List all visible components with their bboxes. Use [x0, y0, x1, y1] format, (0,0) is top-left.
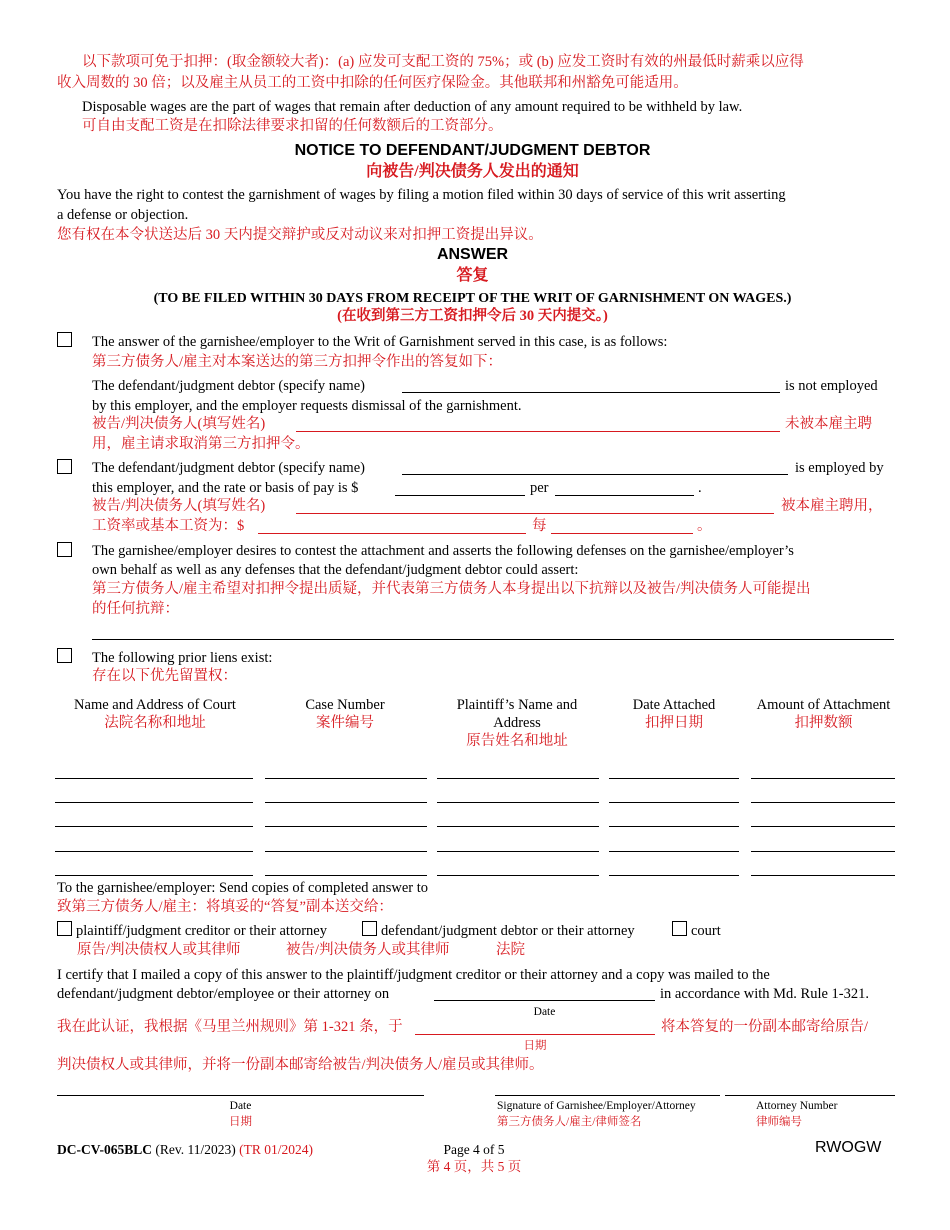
pay-period-field-zh[interactable]: [551, 533, 693, 534]
send-court-en: court: [691, 923, 721, 939]
page-number-en: Page 4 of 5: [443, 1142, 505, 1157]
pay-period-field[interactable]: [555, 495, 694, 496]
lien-cell[interactable]: [437, 802, 599, 803]
exemption-zh-line2: 收入周数的 30 倍；以及雇主从员工的工资中扣除的任何医疗保险金。其他联邦和州豁免可能适用。: [57, 75, 688, 91]
option3-zh-line2: 的任何抗辩：: [92, 601, 179, 617]
certify-en-line1: I certify that I mailed a copy of this answer to the plaintiff/judgment creditor or their attorney and a copy was mailed to the: [57, 967, 770, 983]
certify-en-line2b: in accordance with Md. Rule 1-321.: [660, 986, 869, 1002]
col-plaintiff-zh: 原告姓名和地址: [466, 733, 568, 749]
attorney-number-label-zh: 律师编号: [756, 1116, 802, 1128]
option3-zh-line1: 第三方债务人/雇主希望对扣押令提出质疑，并代表第三方债务人本身提出以下抗辩以及被告/判决债务人可能提出: [92, 581, 811, 597]
mail-date-field-zh[interactable]: [415, 1034, 655, 1035]
answer-heading-zh: 答复: [456, 267, 489, 284]
lien-cell[interactable]: [609, 875, 739, 876]
option1-defendant-zh: 被告/判决债务人(填写姓名): [92, 416, 266, 432]
mail-date-label-en: Date: [533, 1006, 556, 1018]
col-case-en: Case Number: [305, 697, 385, 713]
option3-en-line1: The garnishee/employer desires to contest the attachment and asserts the following defenses on the garnishee/employer’s: [92, 543, 794, 559]
lien-cell[interactable]: [265, 875, 427, 876]
col-case-zh: 案件编号: [316, 715, 374, 731]
mail-date-label-zh: 日期: [523, 1040, 547, 1052]
certify-zh-line1a: 我在此认证，我根据《马里兰州规则》第 1-321 条，于: [57, 1019, 403, 1035]
prior-liens-checkbox[interactable]: [57, 648, 72, 663]
form-id: DC-CV-065BLC: [57, 1142, 152, 1157]
col-plaintiff-en-line2: Address: [493, 715, 541, 731]
answer-subheading-en: (TO BE FILED WITHIN 30 DAYS FROM RECEIPT OF THE WRIT OF GARNISHMENT ON WAGES.): [153, 291, 792, 306]
signature-date-label-en: Date: [229, 1100, 252, 1112]
option4-en: The following prior liens exist:: [92, 650, 273, 666]
option2-defendant-en: The defendant/judgment debtor (specify name): [92, 460, 365, 476]
col-amount-en: Amount of Attachment: [756, 697, 891, 713]
defendant-name-field[interactable]: [402, 392, 780, 393]
send-plaintiff-zh: 原告/判决债权人或其律师: [77, 942, 241, 958]
certify-zh-line2: 判决债权人或其律师，并将一份副本邮寄给被告/判决债务人/雇员或其律师。: [57, 1057, 544, 1073]
lien-cell[interactable]: [609, 826, 739, 827]
certify-en-line2a: defendant/judgment debtor/employee or their attorney on: [57, 986, 390, 1002]
col-court-en: Name and Address of Court: [74, 697, 236, 713]
lien-cell[interactable]: [751, 802, 895, 803]
disposable-wages-en: Disposable wages are the part of wages that remain after deduction of any amount required to be withheld by law.: [82, 99, 743, 115]
option2-period: .: [698, 480, 702, 496]
send-defendant-zh: 被告/判决债务人或其律师: [286, 942, 450, 958]
lien-cell[interactable]: [751, 851, 895, 852]
certify-zh-line1b: 将本答复的一份副本邮寄给原告/: [661, 1019, 869, 1035]
lien-cell[interactable]: [55, 802, 253, 803]
option1-dismissal-zh: 用，雇主请求取消第三方扣押令。: [92, 436, 310, 452]
defendant-checkbox[interactable]: [362, 921, 377, 936]
lien-cell[interactable]: [265, 802, 427, 803]
attorney-number-label-en: Attorney Number: [756, 1100, 838, 1112]
mail-date-field[interactable]: [434, 1000, 655, 1001]
col-date-en: Date Attached: [632, 697, 716, 713]
col-amount-zh: 扣押数额: [794, 715, 853, 731]
send-court-zh: 法院: [496, 942, 525, 958]
lien-cell[interactable]: [55, 778, 253, 779]
lien-cell[interactable]: [609, 851, 739, 852]
translation-revision: (TR 01/2024): [239, 1142, 313, 1157]
employed-defendant-name-field[interactable]: [402, 474, 788, 475]
pay-rate-field-zh[interactable]: [258, 533, 526, 534]
lien-cell[interactable]: [751, 778, 895, 779]
option1-not-employed-en: is not employed: [785, 378, 878, 394]
answer-checkbox[interactable]: [57, 332, 72, 347]
option1-not-employed-zh: 未被本雇主聘: [785, 416, 872, 432]
notice-heading-en: NOTICE TO DEFENDANT/JUDGMENT DEBTOR: [294, 142, 651, 159]
lien-cell[interactable]: [609, 778, 739, 779]
employed-checkbox[interactable]: [57, 459, 72, 474]
notice-heading-zh: 向被告/判决债务人发出的通知: [366, 163, 579, 180]
signature-line[interactable]: [495, 1095, 720, 1096]
option1-defendant-en: The defendant/judgment debtor (specify name): [92, 378, 365, 394]
send-copies-en: To the garnishee/employer: Send copies of completed answer to: [57, 880, 429, 896]
option2-rate-en: this employer, and the rate or basis of pay is $: [92, 480, 359, 496]
plaintiff-checkbox[interactable]: [57, 921, 72, 936]
notice-en-line1: You have the right to contest the garnishment of wages by filing a motion filed within 30 days of service of this writ asserting: [57, 187, 786, 203]
option2-employed-zh: 被本雇主聘用，: [781, 498, 883, 514]
notice-en-line2: a defense or objection.: [57, 207, 189, 223]
option2-period-zh: 。: [697, 518, 712, 534]
lien-cell[interactable]: [265, 826, 427, 827]
form-code: RWOGW: [815, 1139, 882, 1156]
option2-rate-zh: 工资率或基本工资为：$: [92, 518, 245, 534]
notice-zh: 您有权在本令状送达后 30 天内提交辩护或反对动议来对扣押工资提出异议。: [57, 227, 543, 243]
contest-checkbox[interactable]: [57, 542, 72, 557]
option2-defendant-zh: 被告/判决债务人(填写姓名): [92, 498, 266, 514]
lien-cell[interactable]: [437, 851, 599, 852]
option4-zh: 存在以下优先留置权：: [92, 668, 237, 684]
page-number-zh: 第 4 页，共 5 页: [426, 1159, 522, 1174]
exemption-zh-line1: 以下款项可免于扣押：(取金额较大者)：(a) 应发可支配工资的 75%；或 (b) 应发工资时有效的州最低时薪乘以应得: [82, 54, 804, 70]
send-defendant-en: defendant/judgment debtor or their attorney: [381, 923, 635, 939]
answer-heading-en: ANSWER: [436, 246, 509, 263]
option1-zh: 第三方债务人/雇主对本案送达的第三方扣押令作出的答复如下：: [92, 354, 503, 370]
lien-cell[interactable]: [265, 851, 427, 852]
lien-cell[interactable]: [55, 875, 253, 876]
option2-per-zh: 每: [532, 518, 547, 534]
signature-date-label-zh: 日期: [229, 1116, 252, 1128]
signature-label-en: Signature of Garnishee/Employer/Attorney: [497, 1100, 696, 1112]
col-plaintiff-en: Plaintiff’s Name and: [456, 697, 578, 713]
col-date-zh: 扣押日期: [645, 715, 703, 731]
lien-cell[interactable]: [265, 778, 427, 779]
defenses-field[interactable]: [92, 639, 894, 640]
lien-cell[interactable]: [55, 851, 253, 852]
lien-cell[interactable]: [437, 778, 599, 779]
lien-cell[interactable]: [609, 802, 739, 803]
lien-cell[interactable]: [437, 875, 599, 876]
attorney-number-line[interactable]: [725, 1095, 895, 1096]
option2-employed-en: is employed by: [795, 460, 884, 476]
employed-defendant-name-field-zh[interactable]: [296, 513, 774, 514]
lien-cell[interactable]: [751, 826, 895, 827]
lien-cell[interactable]: [55, 826, 253, 827]
signature-date-line[interactable]: [57, 1095, 424, 1096]
disposable-wages-zh: 可自由支配工资是在扣除法律要求扣留的任何数额后的工资部分。: [82, 118, 503, 134]
option2-per-en: per: [530, 480, 549, 496]
defendant-name-field-zh[interactable]: [296, 431, 780, 432]
lien-cell[interactable]: [751, 875, 895, 876]
option1-dismissal-en: by this employer, and the employer requests dismissal of the garnishment.: [92, 398, 522, 414]
court-checkbox[interactable]: [672, 921, 687, 936]
col-court-zh: 法院名称和地址: [104, 715, 206, 731]
pay-rate-field[interactable]: [395, 495, 525, 496]
form-revision: (Rev. 11/2023): [155, 1142, 236, 1157]
form-identifier: [57, 1141, 313, 1159]
answer-subheading-zh: (在收到第三方工资扣押令后 30 天内提交。): [337, 308, 608, 324]
lien-cell[interactable]: [437, 826, 599, 827]
option3-en-line2: own behalf as well as any defenses that the defendant/judgment debtor could assert:: [92, 562, 579, 578]
send-plaintiff-en: plaintiff/judgment creditor or their attorney: [76, 923, 327, 939]
signature-label-zh: 第三方债务人/雇主/律师签名: [497, 1116, 642, 1128]
send-copies-zh: 致第三方债务人/雇主：将填妥的“答复”副本送交给：: [57, 899, 393, 915]
option1-en: The answer of the garnishee/employer to the Writ of Garnishment served in this case, is as follows:: [92, 334, 668, 350]
